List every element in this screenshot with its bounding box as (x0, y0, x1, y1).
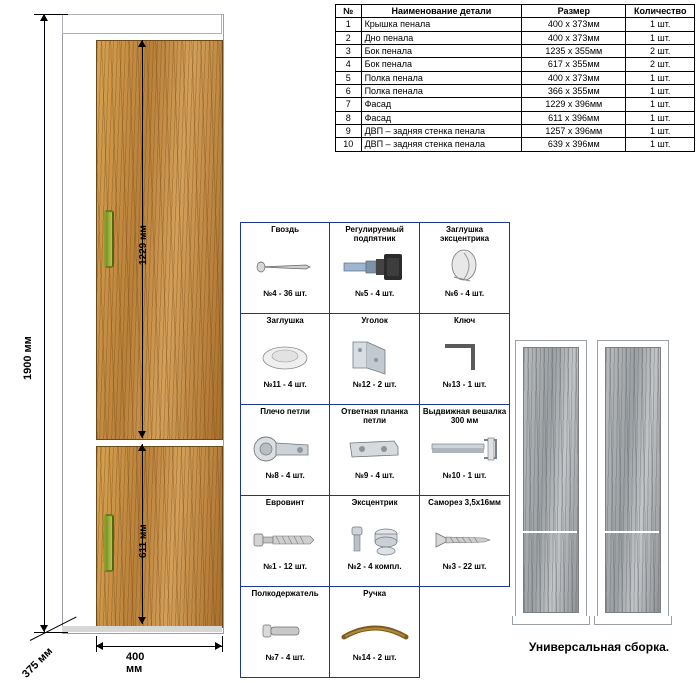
hardware-cell-handle (330, 587, 420, 678)
cell-no: 1 (336, 18, 362, 31)
col-no: № (336, 5, 362, 18)
cell-no: 3 (336, 45, 362, 58)
hardware-row (241, 223, 510, 314)
plug-cap-icon (242, 336, 328, 380)
variant-right-door (605, 347, 661, 613)
cell-no: 2 (336, 31, 362, 44)
hardware-title: Ключ (453, 316, 476, 325)
hardware-cell-key (420, 314, 510, 405)
cell-qty: 1 шт. (626, 111, 695, 124)
lower-door-label: 611 мм (138, 524, 149, 558)
cell-size: 400 x 373мм (522, 31, 626, 44)
hardware-title: Саморез 3,5х16мм (428, 498, 501, 507)
cell-no: 10 (336, 138, 362, 151)
cell-no: 9 (336, 125, 362, 138)
variant-left-door (523, 347, 579, 613)
cabinet-top-panel (62, 14, 222, 34)
lower-door (96, 446, 223, 628)
hardware-cell-empty (420, 587, 510, 678)
hardware-title: Заглушка эксцентрика (439, 225, 490, 244)
cell-name: Полка пенала (361, 71, 522, 84)
hardware-title: Уголок (361, 316, 388, 325)
hardware-cell-shelf-support (241, 587, 330, 678)
hardware-code: №10 - 1 шт. (442, 471, 487, 480)
cell-qty: 1 шт. (626, 138, 695, 151)
hardware-title: Плечо петли (260, 407, 310, 416)
table-row (336, 98, 695, 111)
hinge-plate-icon (331, 427, 418, 471)
cell-size: 1235 x 355мм (522, 45, 626, 58)
hardware-cell-corner (330, 314, 420, 405)
table-row (336, 31, 695, 44)
hardware-cell-nail (241, 223, 330, 314)
hardware-row (241, 405, 510, 496)
table-row (336, 125, 695, 138)
cell-no: 5 (336, 71, 362, 84)
hardware-title: Заглушка (266, 316, 304, 325)
hardware-code: №8 - 4 шт. (265, 471, 305, 480)
hardware-code: №7 - 4 шт. (265, 653, 305, 662)
pull-out-hanger-icon (421, 427, 508, 471)
hardware-cell-hinge-arm (241, 405, 330, 496)
handle-icon (331, 609, 418, 653)
total-width-label: 400 мм (126, 651, 145, 675)
cell-name: Крышка пенала (361, 18, 522, 31)
col-size: Размер (522, 5, 626, 18)
hardware-cell-cam-cap (420, 223, 510, 314)
cell-qty: 1 шт. (626, 31, 695, 44)
variant-right-base (594, 616, 672, 625)
table-row (336, 18, 695, 31)
variant-left-door-split (523, 531, 577, 533)
cell-size: 617 x 355мм (522, 58, 626, 71)
upper-door-label: 1229 мм (138, 225, 149, 265)
corner-bracket-icon (331, 336, 418, 380)
hardware-cell-euro-screw (241, 496, 330, 587)
cell-qty: 1 шт. (626, 71, 695, 84)
col-qty: Количество (626, 5, 695, 18)
hardware-row (241, 496, 510, 587)
hinge-arm-icon (242, 427, 328, 471)
hardware-code: №9 - 4 шт. (354, 471, 395, 480)
cell-name: Полка пенала (361, 85, 522, 98)
hardware-title: Евровинт (265, 498, 305, 507)
hardware-cell-hinge-plate (330, 405, 420, 496)
hardware-cell-hanger (420, 405, 510, 496)
hardware-title: Выдвижная вешалка 300 мм (422, 407, 507, 426)
hardware-list (240, 222, 510, 678)
hardware-cell-foot (330, 223, 420, 314)
variant-left-base (512, 616, 590, 625)
cam-cap-icon (421, 245, 508, 289)
hardware-code: №4 - 36 шт. (263, 289, 307, 298)
upper-door-handle (104, 210, 114, 268)
cell-no: 4 (336, 58, 362, 71)
cell-name: Фасад (361, 98, 522, 111)
cell-no: 8 (336, 111, 362, 124)
cell-no: 6 (336, 85, 362, 98)
cell-qty: 1 шт. (626, 125, 695, 138)
depth-label: 375 мм (20, 645, 56, 681)
hardware-title: Полкодержатель (251, 589, 319, 598)
cell-size: 1257 x 396мм (522, 125, 626, 138)
hardware-code: №3 - 22 шт. (442, 562, 487, 571)
cabinet-base-shadow (62, 626, 222, 632)
table-row (336, 71, 695, 84)
cell-qty: 1 шт. (626, 85, 695, 98)
hardware-title: Регулируемый подпятник (345, 225, 404, 244)
col-name: Наименование детали (361, 5, 522, 18)
universal-assembly-view (515, 340, 675, 630)
cell-name: Фасад (361, 111, 522, 124)
cam-lock-icon (331, 518, 418, 562)
cell-size: 400 x 373мм (522, 71, 626, 84)
hardware-row (241, 314, 510, 405)
nail-icon (242, 245, 328, 289)
hardware-title: Ручка (363, 589, 387, 598)
table-header-row (336, 5, 695, 18)
cell-qty: 1 шт. (626, 98, 695, 111)
hardware-cell-cam-lock (330, 496, 420, 587)
variant-right-door-split (605, 531, 659, 533)
hardware-title: Эксцентрик (351, 498, 398, 507)
universal-assembly-caption: Универсальная сборка. (528, 640, 670, 654)
cell-qty: 2 шт. (626, 58, 695, 71)
cabinet-variant-right (597, 340, 669, 620)
cell-size: 1229 x 396мм (522, 98, 626, 111)
table-row (336, 111, 695, 124)
cell-no: 7 (336, 98, 362, 111)
parts-table (335, 4, 695, 152)
hardware-title: Гвоздь (271, 225, 300, 234)
allen-key-icon (421, 336, 508, 380)
cell-size: 400 x 373мм (522, 18, 626, 31)
hardware-code: №13 - 1 шт. (442, 380, 487, 389)
cell-name: Дно пенала (361, 31, 522, 44)
upper-door (96, 40, 223, 440)
table-row (336, 58, 695, 71)
cell-name: Бок пенала (361, 58, 522, 71)
table-row (336, 85, 695, 98)
table-row (336, 45, 695, 58)
cell-name: ДВП – задняя стенка пенала (361, 138, 522, 151)
cell-qty: 1 шт. (626, 18, 695, 31)
lower-door-handle (104, 514, 114, 572)
self-tapping-screw-icon (421, 518, 508, 562)
hardware-row (241, 587, 510, 678)
hardware-code: №2 - 4 компл. (347, 562, 402, 571)
euro-screw-icon (242, 518, 328, 562)
hardware-cell-plug (241, 314, 330, 405)
cabinet-variant-left (515, 340, 587, 620)
cell-size: 366 x 355мм (522, 85, 626, 98)
cell-size: 611 x 396мм (522, 111, 626, 124)
hardware-code: №1 - 12 шт. (263, 562, 307, 571)
hardware-title: Ответная планка петли (341, 407, 409, 426)
cell-name: ДВП – задняя стенка пенала (361, 125, 522, 138)
adjustable-foot-icon (331, 245, 418, 289)
hardware-code: №14 - 2 шт. (352, 653, 397, 662)
hardware-cell-self-tapping-screw (420, 496, 510, 587)
table-row (336, 138, 695, 151)
hardware-code: №6 - 4 шт. (444, 289, 485, 298)
hardware-code: №5 - 4 шт. (354, 289, 395, 298)
cell-size: 639 x 396мм (522, 138, 626, 151)
shelf-support-icon (242, 609, 328, 653)
total-height-label: 1900 мм (22, 336, 34, 380)
cell-name: Бок пенала (361, 45, 522, 58)
hardware-code: №11 - 4 шт. (263, 380, 307, 389)
cell-qty: 2 шт. (626, 45, 695, 58)
hardware-code: №12 - 2 шт. (352, 380, 397, 389)
